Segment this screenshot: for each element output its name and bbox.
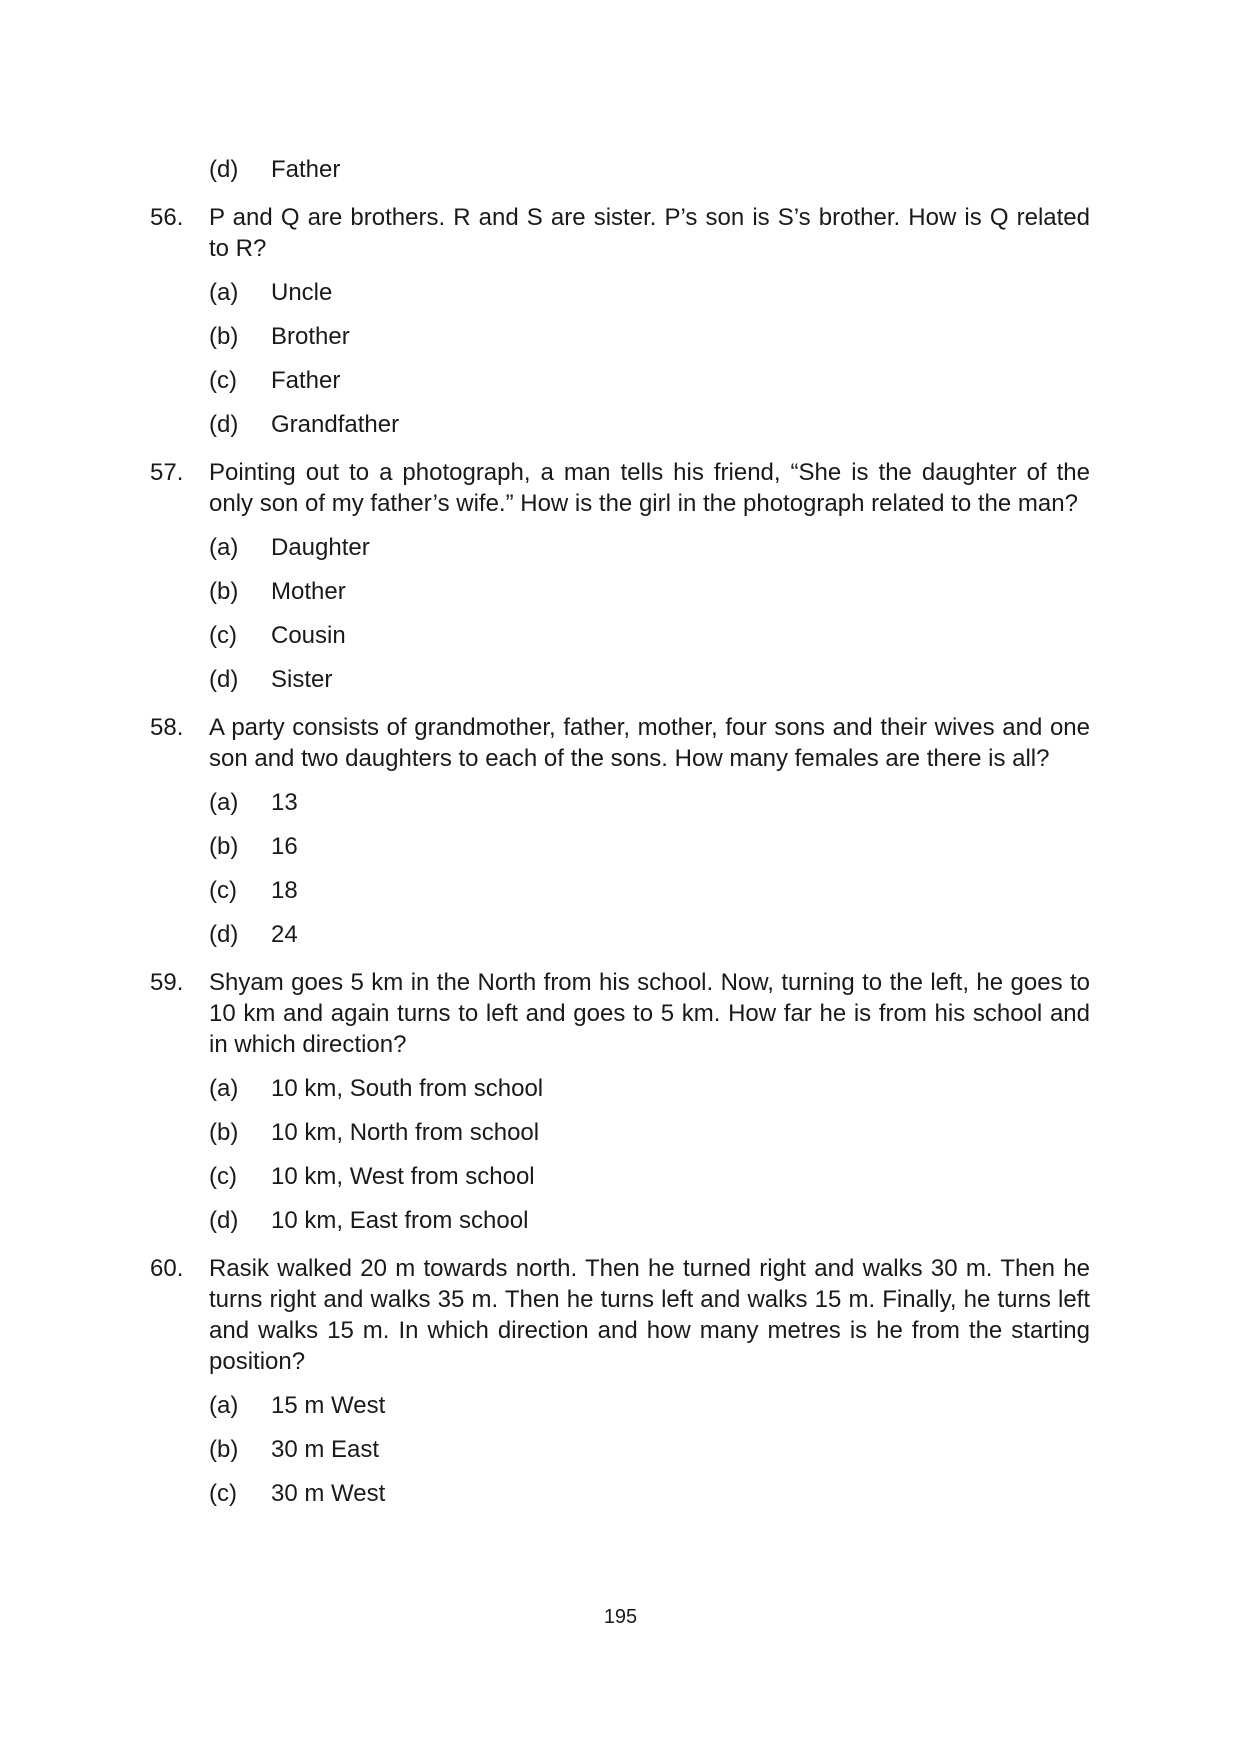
- option-label: (a): [209, 279, 239, 306]
- option-label: (c): [209, 367, 237, 394]
- page-number: 195: [603, 1606, 638, 1628]
- option-text: Uncle: [271, 279, 333, 306]
- option-text: 30 m West: [271, 1480, 386, 1507]
- question-text: P and Q are brothers. R and S are sister. P’s son is S’s brother. How is Q related to R?: [209, 204, 1090, 262]
- option-row: [150, 1067, 1090, 1111]
- option-row: [150, 315, 1090, 359]
- option-label: (c): [209, 1163, 237, 1190]
- option-row: [150, 526, 1090, 570]
- question-number: 60.: [150, 1255, 184, 1282]
- option-row: [150, 403, 1090, 447]
- option-label: (d): [209, 921, 239, 948]
- option-text: 24: [271, 921, 298, 948]
- option-row: [150, 781, 1090, 825]
- option-text: 15 m West: [271, 1392, 386, 1419]
- option-label: (c): [209, 622, 237, 649]
- option-row: [150, 1384, 1090, 1428]
- question-text: Shyam goes 5 km in the North from his school. Now, turning to the left, he goes to 10 km and again turns to left and goes to 5 km. How far he is from his school and in which direction?: [209, 969, 1090, 1058]
- option-text: Brother: [271, 323, 350, 350]
- option-row: [150, 913, 1090, 957]
- option-row: [150, 1428, 1090, 1472]
- question-list: [150, 148, 1090, 1516]
- option-label: (d): [209, 1207, 239, 1234]
- question-56: [150, 202, 1090, 264]
- option-text: Grandfather: [271, 411, 400, 438]
- question-60: [150, 1253, 1090, 1377]
- option-label: (c): [209, 877, 237, 904]
- question-text: Pointing out to a photograph, a man tells his friend, “She is the daughter of the only son of my father’s wife.” How is the girl in the photograph related to the man?: [209, 459, 1090, 517]
- option-text: Father: [271, 367, 341, 394]
- option-label: (a): [209, 534, 239, 561]
- question-text: A party consists of grandmother, father, mother, four sons and their wives and one son and two daughters to each of the sons. How many females are there is all?: [209, 714, 1090, 772]
- option-row: [150, 1199, 1090, 1243]
- option-text: 10 km, North from school: [271, 1119, 540, 1146]
- option-label: (c): [209, 1480, 237, 1507]
- option-row: [150, 614, 1090, 658]
- option-text: 18: [271, 877, 298, 904]
- option-row: [150, 869, 1090, 913]
- option-text: 10 km, East from school: [271, 1207, 529, 1234]
- option-label: (d): [209, 666, 239, 693]
- option-row: [150, 570, 1090, 614]
- option-label: (b): [209, 578, 239, 605]
- option-text: Mother: [271, 578, 346, 605]
- option-text: Father: [271, 156, 341, 183]
- option-text: 30 m East: [271, 1436, 380, 1463]
- option-text: Cousin: [271, 622, 346, 649]
- option-label: (b): [209, 833, 239, 860]
- option-row: [150, 1111, 1090, 1155]
- option-label: (a): [209, 1075, 239, 1102]
- option-label: (d): [209, 411, 239, 438]
- option-text: Sister: [271, 666, 333, 693]
- option-row: [150, 1155, 1090, 1199]
- option-row: [150, 271, 1090, 315]
- option-text: 16: [271, 833, 298, 860]
- option-text: 13: [271, 789, 298, 816]
- option-row: [150, 825, 1090, 869]
- question-59: [150, 967, 1090, 1060]
- question-number: 56.: [150, 204, 184, 231]
- option-label: (a): [209, 1392, 239, 1419]
- question-text: Rasik walked 20 m towards north. Then he turned right and walks 30 m. Then he turns right and walks 35 m. Then he turns left and walks 15 m. Finally, he turns left and walks 15 m. In which direction and how many metres is he from the starting position?: [209, 1255, 1090, 1375]
- option-row: [150, 1472, 1090, 1516]
- option-label: (a): [209, 789, 239, 816]
- option-text: 10 km, West from school: [271, 1163, 535, 1190]
- option-label: (b): [209, 1436, 239, 1463]
- option-label: (b): [209, 1119, 239, 1146]
- option-row: [150, 359, 1090, 403]
- option-row: [150, 148, 1090, 192]
- question-number: 59.: [150, 969, 184, 996]
- option-row: [150, 658, 1090, 702]
- option-text: 10 km, South from school: [271, 1075, 544, 1102]
- option-text: Daughter: [271, 534, 370, 561]
- question-58: [150, 712, 1090, 774]
- question-number: 58.: [150, 714, 184, 741]
- question-number: 57.: [150, 459, 184, 486]
- question-57: [150, 457, 1090, 519]
- option-label: (b): [209, 323, 239, 350]
- option-label: (d): [209, 156, 239, 183]
